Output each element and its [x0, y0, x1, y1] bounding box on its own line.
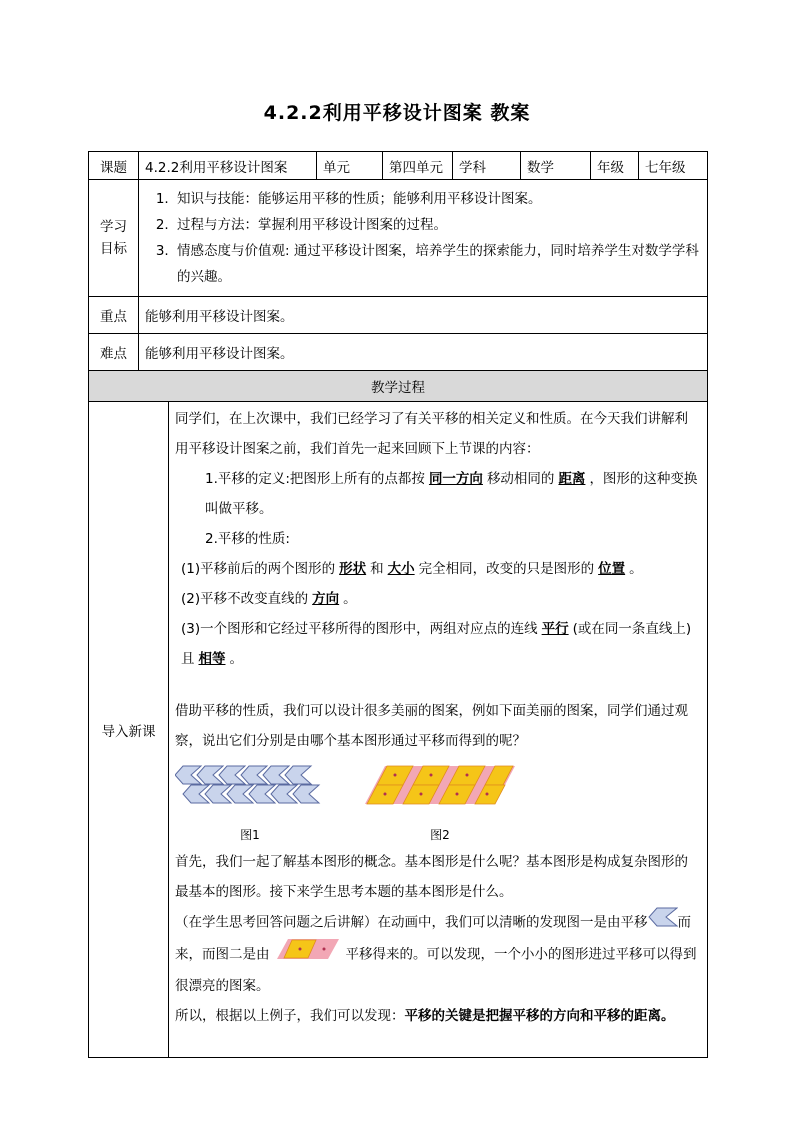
difficulty-label: 难点 — [89, 334, 139, 371]
blank-answer: 大小 — [387, 561, 415, 577]
translation-definition: 1.平移的定义:把图形上所有的点都按 同一方向 移动相同的 距离 ，图形的这种变换叫做平移。 — [205, 471, 698, 517]
goals-row — [89, 180, 708, 297]
page-title: 4.2.2利用平移设计图案 教案 — [263, 102, 531, 124]
parallelogram-pattern-figure — [365, 764, 515, 806]
conclusion-paragraph: 所以，根据以上例子，我们可以发现：平移的关键是把握平移的方向和平移的距离。 — [175, 1008, 675, 1024]
unit-label: 单元 — [317, 152, 383, 180]
grade-value: 七年级 — [639, 152, 708, 180]
blank-answer: 同一方向 — [428, 471, 483, 487]
process-heading: 教学过程 — [89, 371, 708, 402]
intro-paragraph: 同学们，在上次课中，我们已经学习了有关平移的相关定义和性质。在今天我们讲解利用平移设计图案之前，我们首先一起来回顾下上节课的内容： — [175, 411, 688, 457]
blank-answer: 方向 — [312, 591, 340, 607]
borrow-paragraph: 借助平移的性质，我们可以设计很多美丽的图案，例如下面美丽的图案，同学们通过观察，说出它们分别是由哪个基本图形通过平移而得到的呢？ — [175, 703, 688, 749]
blank-answer: 距离 — [558, 471, 586, 487]
arrow-pattern-figure — [175, 764, 325, 806]
difficulty-row — [89, 334, 708, 371]
keypoint-value: 能够利用平移设计图案。 — [139, 297, 708, 334]
difficulty-value: 能够利用平移设计图案。 — [139, 334, 708, 371]
goal-item: 3. 情感态度与价值观: 通过平移设计图案，培养学生的探索能力，同时培养学生对数学学科的兴趣。 — [173, 238, 701, 290]
process-content — [169, 402, 708, 1058]
property-1: (1)平移前后的两个图形的 形状 和 大小 完全相同，改变的只是图形的 位置 。 — [181, 561, 643, 577]
subject-value: 数学 — [521, 152, 591, 180]
arrow-shape-icon — [648, 907, 678, 938]
property-2: (2)平移不改变直线的 方向 。 — [181, 591, 357, 607]
unit-value: 第四单元 — [383, 152, 453, 180]
process-row — [89, 402, 708, 1058]
parallelogram-shape-icon — [276, 938, 340, 971]
key-conclusion: 平移的关键是把握平移的方向和平移的距离。 — [404, 1008, 675, 1024]
goals-label: 学习目标 — [89, 180, 139, 297]
figure-2 — [365, 764, 515, 843]
blank-answer: 相等 — [198, 651, 226, 667]
goals-list — [145, 186, 701, 290]
keti-label: 课题 — [89, 152, 139, 180]
keypoint-row — [89, 297, 708, 334]
figures-row — [175, 764, 701, 843]
process-heading-row — [89, 371, 708, 402]
grade-label: 年级 — [591, 152, 639, 180]
keti-value: 4.2.2利用平移设计图案 — [139, 152, 317, 180]
property-3: (3)一个图形和它经过平移所得的图形中，两组对应点的连线 平行 (或在同一条直线上)且 相等 。 — [181, 621, 692, 667]
figure-1 — [175, 764, 325, 843]
subject-label: 学科 — [453, 152, 521, 180]
header-row — [89, 152, 708, 180]
goal-item: 1. 知识与技能：能够运用平移的性质；能够利用平移设计图案。 — [173, 186, 701, 212]
goal-item: 2. 过程与方法：掌握利用平移设计图案的过程。 — [173, 212, 701, 238]
section-label: 导入新课 — [89, 402, 169, 1058]
figure-1-caption: 图1 — [240, 828, 260, 842]
properties-title: 2.平移的性质: — [205, 531, 290, 547]
figure-2-caption: 图2 — [430, 828, 450, 842]
keypoint-label: 重点 — [89, 297, 139, 334]
basic-shape-paragraph: 首先，我们一起了解基本图形的概念。基本图形是什么呢？基本图形是构成复杂图形的最基本的图形。接下来学生思考本题的基本图形是什么。 — [175, 854, 688, 900]
blank-answer: 平行 — [541, 621, 569, 637]
blank-answer: 位置 — [598, 561, 626, 577]
lesson-plan-table — [88, 151, 708, 1058]
explain-paragraph: （在学生思考回答问题之后讲解）在动画中，我们可以清晰的发现图一是由平移 而来，而图二是由 平移得来的。可以发现，一个小小的图形进过平移可以得到很漂亮的图案。 — [175, 907, 701, 1001]
blank-answer: 形状 — [339, 561, 367, 577]
